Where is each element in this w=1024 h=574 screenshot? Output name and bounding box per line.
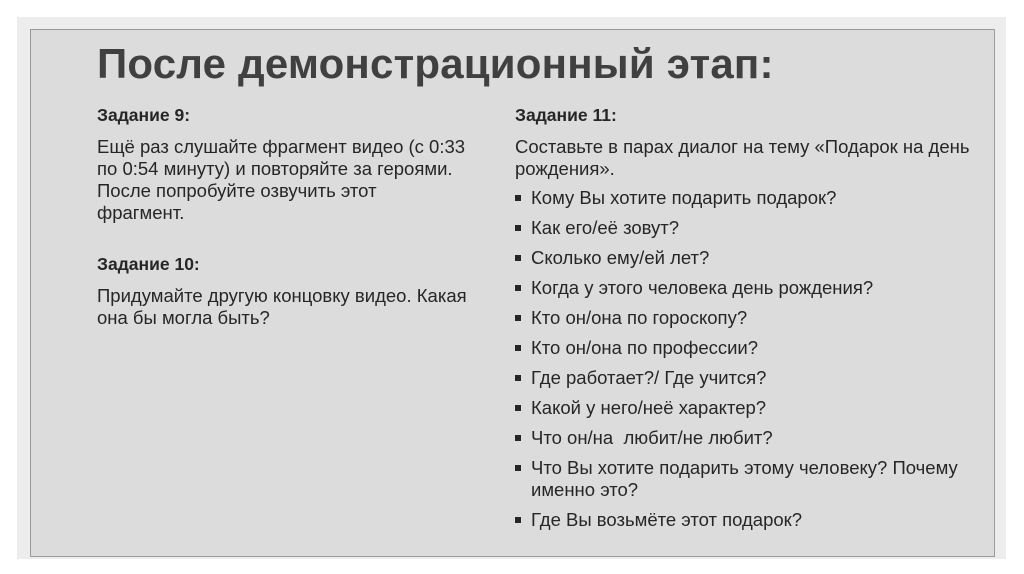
task9-text: Ещё раз слушайте фрагмент видео (с 0:33 по 0:54 минуту) и повторяйте за героями. После попробуйте озвучить этот фрагмент. <box>97 136 466 223</box>
list-item <box>515 457 971 501</box>
list-item-text: Кто он/она по профессии? <box>531 337 759 358</box>
list-item-text: Что он/на любит/не любит? <box>531 427 773 448</box>
square-bullet-icon <box>515 285 521 291</box>
list-item-text: Кому Вы хотите подарить подарок? <box>531 187 837 208</box>
list-item <box>515 367 985 389</box>
list-item-text: Сколько ему/ей лет? <box>531 247 710 268</box>
list-item <box>515 247 985 269</box>
square-bullet-icon <box>515 465 521 471</box>
list-item <box>515 337 985 359</box>
square-bullet-icon <box>515 345 521 351</box>
list-item <box>515 427 985 449</box>
square-bullet-icon <box>515 375 521 381</box>
square-bullet-icon <box>515 405 521 411</box>
square-bullet-icon <box>515 195 521 201</box>
list-item-text: Когда у этого человека день рождения? <box>531 277 874 298</box>
list-item <box>515 397 985 419</box>
square-bullet-icon <box>515 315 521 321</box>
list-item <box>515 277 985 299</box>
square-bullet-icon <box>515 225 521 231</box>
list-item <box>515 187 985 209</box>
spacer <box>97 224 477 253</box>
square-bullet-icon <box>515 517 521 523</box>
list-item-text: Кто он/она по гороскопу? <box>531 307 748 328</box>
left-column <box>97 104 477 329</box>
list-item-text: Что Вы хотите подарить этому человеку? Почему именно это? <box>531 457 958 500</box>
square-bullet-icon <box>515 435 521 441</box>
task11-text: Составьте в парах диалог на тему «Подарок на день рождения». <box>515 136 970 179</box>
slide <box>30 29 995 557</box>
list-item-text: Как его/её зовут? <box>531 217 680 238</box>
question-list <box>515 187 985 531</box>
square-bullet-icon <box>515 255 521 261</box>
list-item <box>515 217 985 239</box>
list-item-text: Где работает?/ Где учится? <box>531 367 767 388</box>
list-item-text: Где Вы возьмёте этот подарок? <box>531 509 803 530</box>
task11-heading: Задание 11: <box>515 105 617 125</box>
task10-heading: Задание 10: <box>97 254 200 274</box>
task9-heading: Задание 9: <box>97 105 191 125</box>
task10-text: Придумайте другую концовку видео. Какая она бы могла быть? <box>97 285 467 328</box>
list-item <box>515 307 985 329</box>
list-item-text: Какой у него/неё характер? <box>531 397 767 418</box>
slide-title: После демонстрационный этап: <box>97 40 774 87</box>
list-item <box>515 509 985 531</box>
right-column <box>515 104 985 539</box>
